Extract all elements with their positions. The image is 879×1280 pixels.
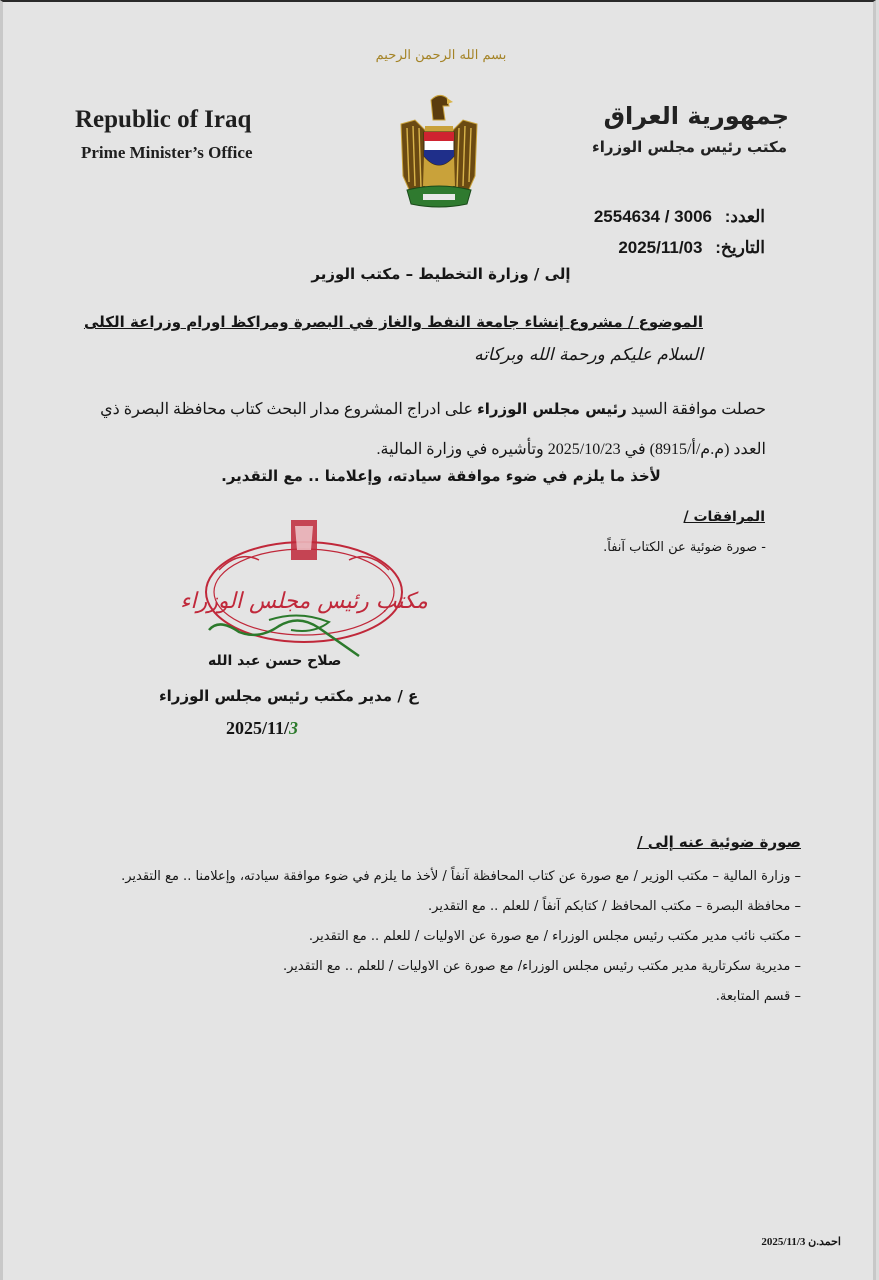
reference-date-row — [618, 238, 765, 258]
reference-date-value: 2025/11/03 — [618, 238, 703, 257]
signatory-name: صلاح حسن عبد الله — [208, 653, 342, 669]
greeting: السلام عليكم ورحمة الله وبركاته — [474, 345, 703, 365]
english-subtitle: Prime Minister’s Office — [81, 143, 253, 162]
body-bold-phrase: رئيس مجلس الوزراء — [477, 400, 627, 418]
copy-recipient: – مكتب نائب مدير مكتب رئيس مجلس الوزراء / مع صورة عن الاوليات / للعلم .. مع التقدير. — [308, 929, 801, 944]
body-part-1: حصلت موافقة السيد — [630, 401, 766, 418]
addressee-line: إلى / وزارة التخطيط – مكتب الوزير — [311, 265, 571, 283]
reference-number-row — [594, 207, 765, 227]
body-part-2: على ادراج المشروع مدار البحث كتاب محافظة البصرة ذي العدد (م.م/أ/8915) في 2025/10/23 وتأشيره في وزارة المالية. — [100, 401, 766, 458]
basmala-text: بسم الله الرحمن الرحيم — [375, 48, 507, 63]
closing-line: لأخذ ما يلزم في ضوء موافقة سيادته، وإعلامنا .. مع التقدير. — [221, 467, 661, 485]
copy-recipient: – وزارة المالية – مكتب الوزير / مع صورة عن كتاب المحافظة آنفاً / لأخذ ما يلزم في ضوء موافقة سيادته، وإعلامنا .. مع التقدير. — [121, 869, 801, 884]
arabic-subtitle: مكتب رئيس مجلس الوزراء — [592, 138, 787, 156]
copy-recipient: – مديرية سكرتارية مدير مكتب رئيس مجلس الوزراء/ مع صورة عن الاوليات / للعلم .. مع التقدير. — [282, 959, 801, 974]
signature-date-printed: 2025/11/ — [226, 718, 290, 738]
english-title: Republic of Iraq — [75, 106, 252, 133]
stamp-text: مكتب رئيس مجلس الوزراء — [180, 589, 428, 614]
basmala-header — [355, 42, 527, 70]
signature-date-handwritten: 3 — [289, 718, 299, 738]
reference-number-label: العدد: — [724, 207, 765, 226]
copies-list — [121, 862, 801, 1012]
official-stamp-icon — [180, 510, 428, 660]
reference-number-value: 2554634 / 3006 — [593, 207, 712, 226]
body-paragraph — [95, 389, 766, 470]
arabic-title: جمهورية العراق — [603, 102, 789, 130]
reference-date-label: التاريخ: — [715, 238, 765, 257]
attachment-item: - صورة ضوئية عن الكتاب آنفاً. — [603, 540, 766, 555]
iraq-eagle-emblem-icon — [397, 90, 481, 214]
copy-recipient: – قسم المتابعة. — [715, 989, 801, 1004]
copy-recipient: – محافظة البصرة – مكتب المحافظ / كتابكم آنفاً / للعلم .. مع التقدير. — [428, 899, 801, 914]
signature-date — [226, 718, 298, 739]
signatory-title: ع / مدير مكتب رئيس مجلس الوزراء — [159, 687, 419, 705]
subject-line: الموضوع / مشروع إنشاء جامعة النفط والغاز في البصرة ومراكظ اورام وزراعة الكلى — [83, 313, 703, 331]
footer-initials-date: احمد.ن 2025/11/3 — [761, 1236, 841, 1248]
attachments-title: المرافقات / — [683, 509, 765, 525]
copies-title: صورة ضوئية عنه إلى / — [637, 833, 801, 851]
